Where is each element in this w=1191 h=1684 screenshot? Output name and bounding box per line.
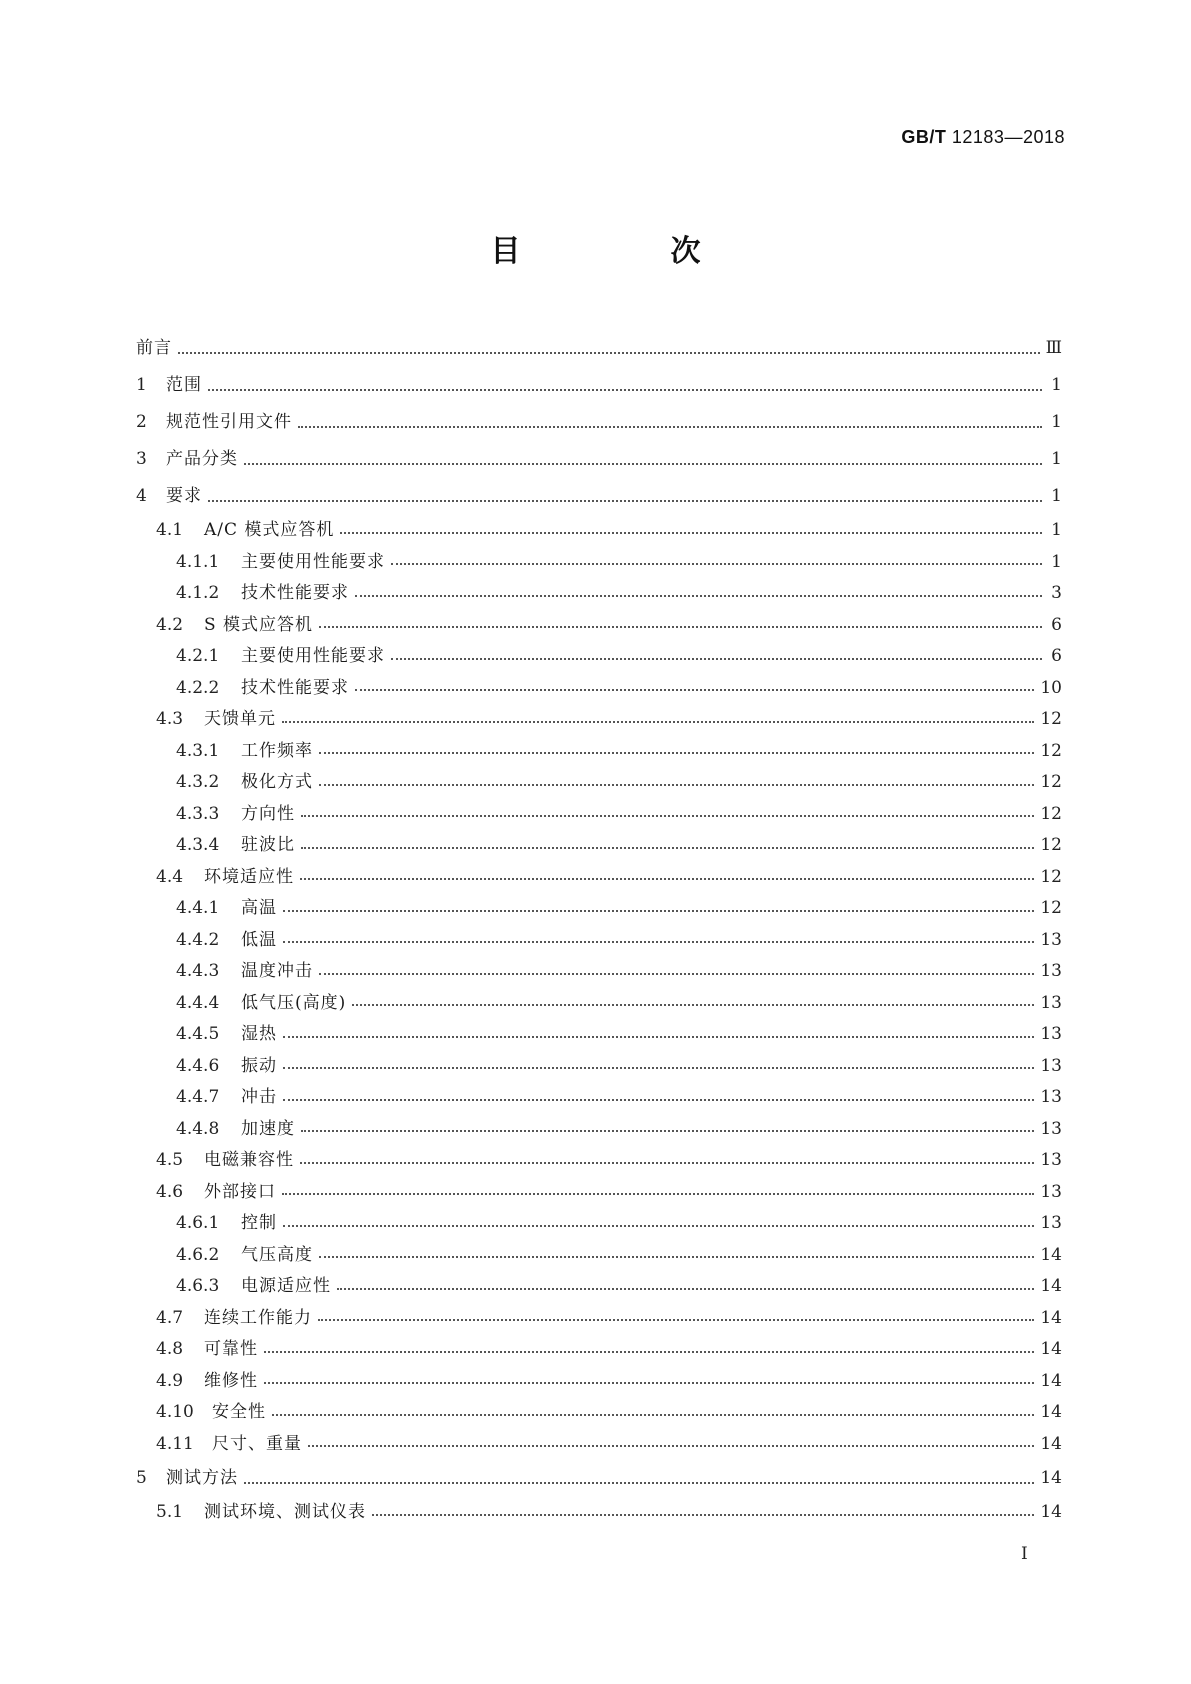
toc-entry-number: 3	[136, 449, 147, 469]
toc-dot-leader	[208, 499, 1042, 502]
toc-entry-number: 4.9	[156, 1370, 184, 1391]
toc-entry-number: 4.3	[156, 709, 184, 729]
standard-code	[901, 127, 1065, 148]
toc-entry[interactable]	[136, 1082, 1062, 1114]
toc-entry-number: 4.3.2	[176, 772, 220, 792]
toc-dot-leader	[337, 1287, 1034, 1290]
toc-entry-title: 电磁兼容性	[204, 1150, 294, 1170]
toc-dot-leader	[283, 1035, 1034, 1038]
toc-entry-title: 环境适应性	[204, 866, 294, 887]
toc-entry[interactable]	[136, 1334, 1062, 1366]
toc-dot-leader	[264, 1381, 1034, 1384]
toc-entry-title: S 模式应答机	[204, 614, 314, 635]
toc-entry-page: 3	[1051, 583, 1062, 603]
toc-entry-number: 4.4.1	[176, 898, 220, 918]
toc-entry-page: 1	[1051, 449, 1062, 469]
toc-entry-number: 4	[136, 486, 147, 506]
toc-entry-title: 电源适应性	[241, 1276, 331, 1296]
toc-entry-title: 低气压(高度)	[241, 992, 347, 1013]
toc-entry-title: 规范性引用文件	[166, 412, 292, 432]
toc-entry-number: 4.4.6	[176, 1055, 220, 1076]
toc-dot-leader	[272, 1413, 1034, 1416]
toc-entry-number: 4.7	[156, 1307, 184, 1328]
toc-entry-number: 4.2	[156, 614, 184, 635]
toc-entry-number: 4.4.5	[176, 1024, 220, 1044]
toc-entry[interactable]	[136, 673, 1062, 705]
toc-entry[interactable]	[136, 1271, 1062, 1303]
toc-entry[interactable]	[136, 956, 1062, 988]
toc-dot-leader	[264, 1350, 1034, 1353]
toc-dot-leader	[301, 846, 1034, 849]
toc-entry[interactable]	[136, 1429, 1062, 1461]
toc-entry[interactable]	[136, 1397, 1062, 1429]
toc-entry-page: 12	[1040, 803, 1062, 824]
toc-entry-page: 12	[1040, 772, 1062, 792]
toc-entry[interactable]	[136, 1019, 1062, 1051]
toc-entry[interactable]	[136, 1366, 1062, 1398]
toc-dot-leader	[300, 877, 1034, 880]
toc-dot-leader	[301, 1129, 1034, 1132]
toc-entry[interactable]	[136, 610, 1062, 642]
toc-entry-page: Ⅲ	[1045, 338, 1062, 358]
toc-entry-page: 14	[1040, 1468, 1062, 1488]
toc-entry-title: 测试方法	[166, 1468, 238, 1488]
toc-dot-leader	[298, 425, 1042, 428]
page-title: 目 次	[490, 234, 761, 269]
toc-entry-title: 测试环境、测试仪表	[204, 1502, 366, 1522]
toc-entry-title: 范围	[166, 375, 202, 395]
toc-entry[interactable]	[136, 641, 1062, 673]
toc-entry-title: 技术性能要求	[241, 583, 349, 603]
toc-entry-number: 4.8	[156, 1339, 184, 1359]
toc-entry-title: 连续工作能力	[204, 1307, 312, 1328]
toc-entry-title: 要求	[166, 486, 202, 506]
toc-entry-page: 12	[1040, 709, 1062, 729]
toc-dot-leader	[319, 972, 1034, 975]
footer-page-number: Ⅰ	[1021, 1544, 1028, 1564]
toc-entry[interactable]	[136, 441, 1062, 478]
toc-entry-page: 6	[1051, 646, 1062, 666]
toc-entry-number: 4.10	[156, 1402, 194, 1422]
toc-dot-leader	[244, 1481, 1034, 1484]
toc-entry[interactable]	[136, 767, 1062, 799]
toc-entry-title: 外部接口	[204, 1181, 276, 1202]
toc-entry-title: 技术性能要求	[241, 677, 349, 698]
toc-entry-page: 13	[1040, 992, 1062, 1013]
toc-entry-number: 4.4	[156, 866, 184, 887]
toc-entry-page: 14	[1040, 1339, 1062, 1359]
toc-entry-number: 4.4.8	[176, 1118, 220, 1139]
toc-dot-leader	[391, 562, 1042, 565]
toc-entry[interactable]	[136, 478, 1062, 515]
toc-entry-title: 前言	[136, 338, 172, 358]
toc-entry-number: 4.3.3	[176, 803, 220, 824]
toc-entry-number: 4.5	[156, 1150, 184, 1170]
toc-entry-number: 5	[136, 1468, 147, 1488]
toc-entry-title: 控制	[241, 1213, 277, 1233]
toc-dot-leader	[391, 657, 1042, 660]
toc-entry-title: 方向性	[241, 803, 295, 824]
toc-entry-number: 4.4.2	[176, 929, 220, 950]
toc-entry-number: 2	[136, 412, 147, 432]
toc-entry-page: 14	[1040, 1370, 1062, 1391]
toc-entry-number: 4.1.1	[176, 551, 220, 572]
toc-entry-number: 4.2.2	[176, 677, 220, 698]
toc-entry-number: 4.6.3	[176, 1276, 220, 1296]
toc-entry[interactable]	[136, 404, 1062, 441]
toc-dot-leader	[355, 688, 1034, 691]
toc-entry[interactable]	[136, 893, 1062, 925]
toc-dot-leader	[318, 1318, 1034, 1321]
toc-entry-number: 5.1	[156, 1502, 184, 1522]
toc-entry-page: 12	[1040, 866, 1062, 887]
toc-dot-leader	[283, 1224, 1034, 1227]
toc-entry-page: 13	[1040, 1213, 1062, 1233]
toc-dot-leader	[355, 594, 1042, 597]
toc-entry[interactable]	[136, 1460, 1062, 1497]
toc-entry-page: 14	[1040, 1402, 1062, 1422]
toc-entry-number: 4.1	[156, 520, 184, 540]
toc-dot-leader	[372, 1513, 1034, 1516]
toc-entry-title: 极化方式	[241, 772, 313, 792]
toc-entry-page: 13	[1040, 1150, 1062, 1170]
toc-entry[interactable]	[136, 925, 1062, 957]
toc-entry-title: 气压高度	[241, 1244, 313, 1265]
toc-entry[interactable]	[136, 1145, 1062, 1177]
toc-entry-page: 12	[1040, 835, 1062, 855]
toc-entry-page: 13	[1040, 1118, 1062, 1139]
toc-entry-page: 12	[1040, 898, 1062, 918]
toc-entry-title: 尺寸、重量	[212, 1433, 302, 1454]
toc-entry[interactable]	[136, 704, 1062, 736]
toc-entry[interactable]	[136, 736, 1062, 768]
toc-dot-leader	[319, 1255, 1034, 1258]
toc-dot-leader	[340, 531, 1042, 534]
table-of-contents	[136, 330, 1062, 1529]
toc-entry-page: 12	[1040, 740, 1062, 761]
toc-dot-leader	[283, 940, 1034, 943]
toc-dot-leader	[283, 909, 1034, 912]
toc-entry-page: 13	[1040, 1087, 1062, 1107]
toc-dot-leader	[283, 1098, 1034, 1101]
toc-entry-title: 冲击	[241, 1087, 277, 1107]
toc-dot-leader	[282, 1192, 1034, 1195]
toc-entry-page: 14	[1040, 1307, 1062, 1328]
toc-entry-number: 4.6	[156, 1181, 184, 1202]
toc-entry-title: 产品分类	[166, 449, 238, 469]
toc-entry[interactable]	[136, 1051, 1062, 1083]
toc-entry[interactable]	[136, 547, 1062, 579]
toc-entry-title: 低温	[241, 929, 277, 950]
toc-dot-leader	[352, 1003, 1034, 1006]
toc-entry-title: A/C 模式应答机	[204, 520, 335, 540]
toc-entry-page: 13	[1040, 1024, 1062, 1044]
toc-entry-page: 1	[1051, 486, 1062, 506]
toc-entry-number: 1	[136, 375, 147, 395]
toc-entry-number: 4.4.4	[176, 992, 220, 1013]
toc-entry-title: 高温	[241, 898, 277, 918]
toc-dot-leader	[178, 351, 1040, 354]
toc-entry-page: 10	[1040, 677, 1062, 698]
toc-entry[interactable]	[136, 830, 1062, 862]
toc-entry-number: 4.3.1	[176, 740, 220, 761]
toc-dot-leader	[319, 625, 1042, 628]
toc-entry-number: 4.11	[156, 1433, 194, 1454]
toc-entry[interactable]	[136, 1240, 1062, 1272]
toc-entry-number: 4.3.4	[176, 835, 220, 855]
toc-entry[interactable]	[136, 578, 1062, 610]
toc-entry-page: 14	[1040, 1244, 1062, 1265]
toc-entry-page: 1	[1051, 551, 1062, 572]
toc-entry-title: 维修性	[204, 1370, 258, 1391]
toc-entry-number: 4.4.3	[176, 961, 220, 981]
toc-entry[interactable]	[136, 862, 1062, 894]
toc-entry-title: 振动	[241, 1055, 277, 1076]
toc-dot-leader	[208, 388, 1042, 391]
standard-code-number: 12183—2018	[951, 127, 1065, 147]
toc-dot-leader	[319, 751, 1034, 754]
toc-dot-leader	[300, 1161, 1034, 1164]
toc-entry[interactable]	[136, 1114, 1062, 1146]
toc-entry-title: 可靠性	[204, 1339, 258, 1359]
toc-entry-page: 14	[1040, 1433, 1062, 1454]
toc-entry-page: 13	[1040, 1055, 1062, 1076]
toc-entry-number: 4.4.7	[176, 1087, 220, 1107]
toc-entry-page: 1	[1051, 520, 1062, 540]
toc-dot-leader	[283, 1066, 1034, 1069]
toc-entry-number: 4.6.2	[176, 1244, 220, 1265]
toc-entry-number: 4.1.2	[176, 583, 220, 603]
toc-entry-title: 工作频率	[241, 740, 313, 761]
toc-entry-title: 安全性	[212, 1402, 266, 1422]
toc-dot-leader	[301, 814, 1034, 817]
toc-entry-page: 14	[1040, 1502, 1062, 1522]
toc-entry-number: 4.6.1	[176, 1213, 220, 1233]
toc-entry[interactable]	[136, 515, 1062, 547]
toc-entry-title: 湿热	[241, 1024, 277, 1044]
toc-entry[interactable]	[136, 330, 1062, 367]
toc-entry[interactable]	[136, 799, 1062, 831]
toc-entry-title: 加速度	[241, 1118, 295, 1139]
standard-code-prefix: GB/T	[901, 127, 947, 147]
toc-entry[interactable]	[136, 1177, 1062, 1209]
toc-entry-title: 主要使用性能要求	[241, 646, 385, 666]
toc-entry[interactable]	[136, 1208, 1062, 1240]
toc-entry[interactable]	[136, 367, 1062, 404]
toc-entry-title: 驻波比	[241, 835, 295, 855]
toc-dot-leader	[244, 462, 1042, 465]
toc-entry-page: 13	[1040, 1181, 1062, 1202]
toc-entry-page: 13	[1040, 961, 1062, 981]
toc-dot-leader	[308, 1444, 1034, 1447]
toc-dot-leader	[319, 783, 1034, 786]
toc-entry[interactable]	[136, 988, 1062, 1020]
toc-entry-title: 天馈单元	[204, 709, 276, 729]
toc-entry-page: 1	[1051, 412, 1062, 432]
toc-entry-page: 13	[1040, 929, 1062, 950]
toc-entry-title: 主要使用性能要求	[241, 551, 385, 572]
toc-entry-number: 4.2.1	[176, 646, 220, 666]
toc-entry[interactable]	[136, 1303, 1062, 1335]
toc-entry-page: 1	[1051, 375, 1062, 395]
toc-entry-title: 温度冲击	[241, 961, 313, 981]
toc-entry-page: 14	[1040, 1276, 1062, 1296]
toc-entry-page: 6	[1051, 614, 1062, 635]
toc-entry[interactable]	[136, 1497, 1062, 1529]
toc-dot-leader	[282, 720, 1034, 723]
